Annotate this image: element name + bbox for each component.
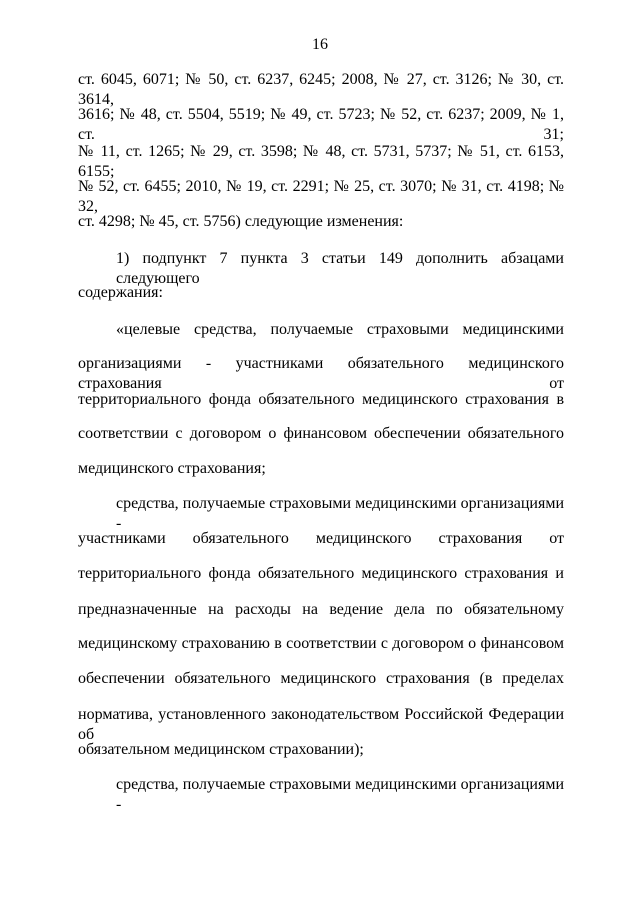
page-number: 16 [312,36,328,53]
text-line: 1) подпункт 7 пункта 3 статьи 149 дополнить абзацами следующего [116,250,564,287]
text-line: содержания: [78,284,163,301]
text-line: предназначенные на расходы на ведение дела по обязательному [78,601,564,618]
text-line: ст. 6045, 6071; № 50, ст. 6237, 6245; 2008, № 27, ст. 3126; № 30, ст. 3614, [78,71,564,108]
text-line: обеспечении обязательного медицинского страхования (в пределах [78,670,564,687]
text-line: ст. 4298; № 45, ст. 5756) следующие изменения: [78,213,404,230]
text-line: обязательном медицинском страховании); [78,741,364,758]
text-line: средства, получаемые страховыми медицинскими организациями - [116,495,564,532]
text-line: норматива, установленного законодательством Российской Федерации об [78,706,564,743]
text-line: территориального фонда обязательного медицинского страхования и [78,565,564,582]
text-line: территориального фонда обязательного медицинского страхования в [78,391,564,408]
text-line: № 11, ст. 1265; № 29, ст. 3598; № 48, ст. 5731, 5737; № 51, ст. 6153, 6155; [78,143,564,180]
text-line: организациями - участниками обязательного медицинского страхования от [78,355,564,392]
text-line: медицинского страхования; [78,460,266,477]
text-line: участниками обязательного медицинского страхования от [78,530,564,547]
text-line: № 52, ст. 6455; 2010, № 19, ст. 2291; № 25, ст. 3070; № 31, ст. 4198; № 32, [78,178,564,215]
text-line: медицинскому страхованию в соответствии с договором о финансовом [78,635,564,652]
text-line: «целевые средства, получаемые страховыми медицинскими [116,321,564,338]
text-line: средства, получаемые страховыми медицинскими организациями - [116,776,564,813]
text-line: соответствии с договором о финансовом обеспечении обязательного [78,425,564,442]
text-line: 3616; № 48, ст. 5504, 5519; № 49, ст. 5723; № 52, ст. 6237; 2009, № 1, ст. 31; [78,106,564,143]
